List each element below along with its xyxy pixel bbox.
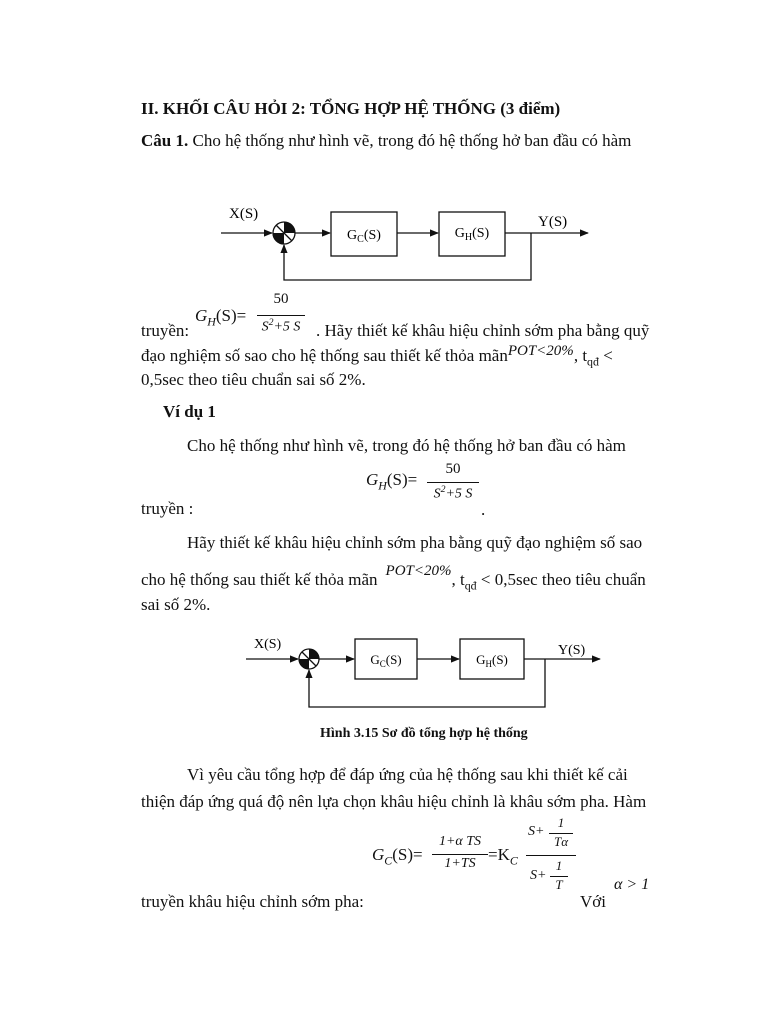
formula-gh-num: 50	[273, 291, 289, 307]
formula-gh-num-2: 50	[445, 461, 461, 477]
formula-gc-den2-frac-den: T	[555, 877, 563, 892]
example-truyen: truyền :	[141, 499, 194, 518]
formula-gh-line	[257, 315, 305, 316]
example-line-7: truyền khâu hiệu chỉnh sớm pha:	[141, 892, 364, 911]
formula-gc-line1	[432, 854, 488, 855]
question-truyen: truyền:	[141, 321, 190, 340]
diagram2-output-label: Y(S)	[558, 643, 586, 658]
gh-block-label-2: $G_H(S)$	[476, 652, 508, 669]
formula-gc-num1: 1+α TS	[438, 834, 482, 849]
formula-gc	[372, 815, 582, 895]
formula-gh-line-2	[427, 482, 479, 483]
example-line-4: sai số 2%.	[141, 595, 211, 614]
diagram-output-label: Y(S)	[538, 214, 568, 230]
example-line-3: cho hệ thống sau thiết kế thỏa mãn POT<20%, $t_{qđ} < 0,5\sec$ theo tiêu chuẩn	[141, 563, 646, 593]
formula-gc-den1: 1+TS	[444, 856, 476, 871]
question-line-1	[141, 131, 631, 151]
summing-junction	[273, 222, 295, 244]
example-line-2: Hãy thiết kế khâu hiệu chỉnh sớm pha bằng quỹ đạo nghiệm số sao	[187, 533, 643, 552]
question-line-4: 0,5sec theo tiêu chuẩn sai số 2%.	[141, 370, 366, 389]
question-line-3: đạo nghiệm số sao cho hệ thống sau thiết kế thỏa mãnPOT<20%, $t_{qđ}$ <	[141, 343, 613, 369]
example-dot: .	[481, 500, 486, 519]
example-line-6: thiện đáp ứng quá độ nên lựa chọn khâu hiệu chỉnh là khâu sớm pha. Hàm	[141, 792, 647, 811]
figure-caption: Hình 3.15 Sơ đồ tổng hợp hệ thống	[320, 726, 528, 741]
example-voi: Với	[580, 892, 606, 911]
formula-gh-lhs: $G_H(S)=$	[195, 306, 247, 329]
formula-gh-den: $S^2+5$ S	[261, 317, 301, 335]
formula-gh-question	[195, 291, 315, 340]
diagram2-input-label: X(S)	[254, 637, 282, 652]
formula-gc-num2-frac-num: 1	[557, 815, 565, 830]
formula-gc-den2-a: S+	[530, 868, 547, 883]
example-line-5: Vì yêu cầu tổng hợp để đáp ứng của hệ thống sau khi thiết kế cải	[187, 765, 628, 784]
example-line-1: Cho hệ thống như hình vẽ, trong đó hệ thống hở ban đầu có hàm	[187, 436, 626, 455]
formula-gh-den-2: $S^2+5$ S	[433, 484, 473, 502]
question-text-1: Cho hệ thống như hình vẽ, trong đó hệ thống hở ban đầu có hàm	[192, 131, 632, 150]
example-title: Ví dụ 1	[163, 402, 216, 421]
block-diagram-1	[215, 198, 595, 288]
formula-gc-kc: $=K_C$	[488, 845, 518, 868]
formula-gh-lhs-2: $G_H(S)=$	[366, 470, 418, 493]
formula-gc-num2-frac-den: Tα	[553, 834, 569, 849]
alpha-condition: α > 1	[614, 876, 650, 893]
formula-gc-num2-a: S+	[528, 824, 545, 839]
section-title: II. KHỐI CÂU HỎI 2: TỔNG HỢP HỆ THỐNG (3 điểm)	[141, 99, 561, 118]
formula-gc-lhs: $G_C(S)=$	[372, 845, 423, 868]
gh-block-label: $G_H(S)$	[454, 226, 490, 243]
gc-block-label-2: $G_C(S)$	[370, 652, 402, 669]
formula-gc-den2-frac-num: 1	[555, 858, 563, 873]
question-line-2: . Hãy thiết kế khâu hiệu chỉnh sớm pha bằng quỹ	[316, 321, 650, 340]
question-label: Câu 1.	[141, 131, 189, 150]
diagram-input-label: X(S)	[229, 206, 259, 222]
gc-block-label: $G_C(S)$	[347, 228, 381, 245]
formula-gc-main-line	[526, 855, 576, 856]
summing-junction-2	[299, 649, 319, 669]
block-diagram-2	[240, 628, 605, 714]
formula-gh-example	[366, 461, 486, 506]
